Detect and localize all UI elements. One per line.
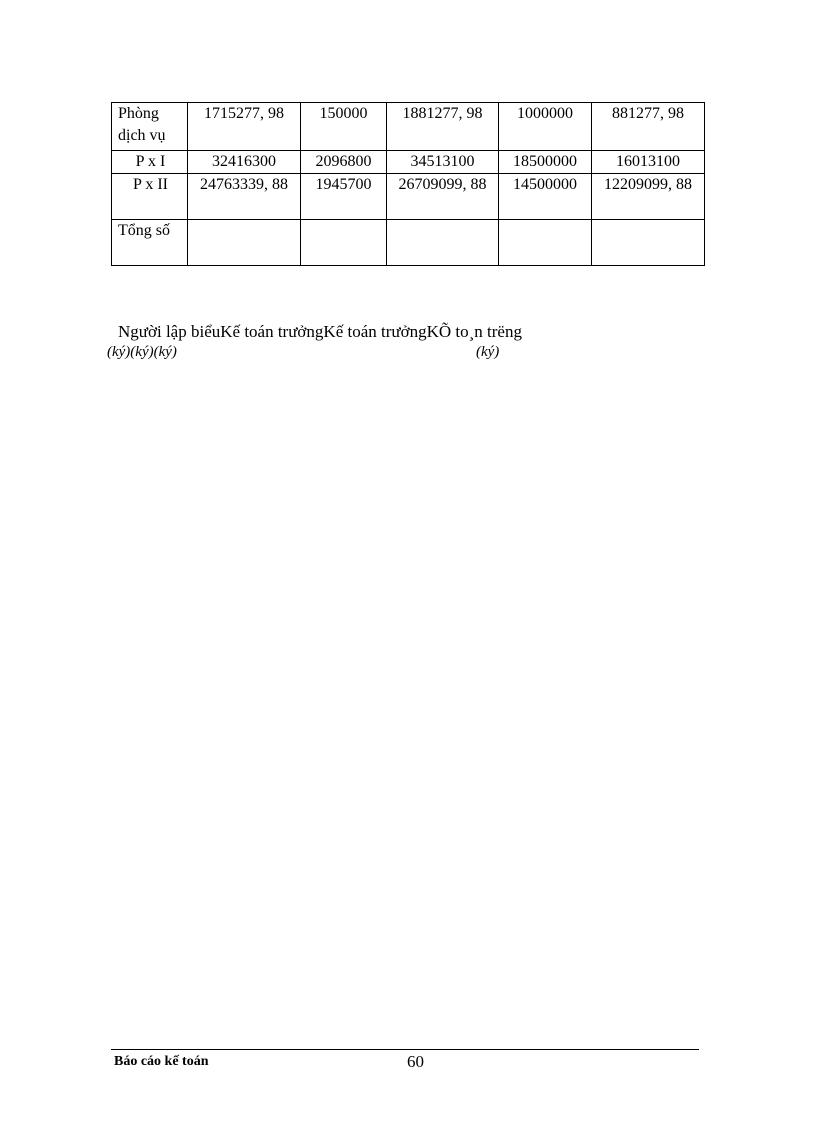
- table-cell: 26709099, 88: [387, 174, 499, 220]
- table-cell: 2096800: [301, 151, 387, 174]
- table-cell: [387, 220, 499, 266]
- row-label: Tổng số: [112, 220, 188, 266]
- table-cell: 18500000: [499, 151, 592, 174]
- table-row: [112, 220, 705, 266]
- footer-divider: [111, 1049, 699, 1050]
- table-cell: 16013100: [592, 151, 705, 174]
- table-cell: 14500000: [499, 174, 592, 220]
- table-cell: 1881277, 98: [387, 103, 499, 151]
- table-cell: 1000000: [499, 103, 592, 151]
- row-label: P x II: [112, 174, 188, 220]
- signature-notes-left: (ký)(ký)(ký): [107, 344, 177, 360]
- table-row: [112, 151, 705, 174]
- table-cell: [188, 220, 301, 266]
- row-label: Phòng dịch vụ: [112, 103, 188, 151]
- table-cell: 12209099, 88: [592, 174, 705, 220]
- table-cell: 24763339, 88: [188, 174, 301, 220]
- table-cell: [499, 220, 592, 266]
- table-cell: [301, 220, 387, 266]
- table-cell: 881277, 98: [592, 103, 705, 151]
- report-table: [111, 102, 705, 266]
- table-row: [112, 174, 705, 220]
- row-label: P x I: [112, 151, 188, 174]
- table-cell: 32416300: [188, 151, 301, 174]
- table-cell: 34513100: [387, 151, 499, 174]
- signature-notes-right: (ký): [476, 344, 500, 360]
- signature-line: Người lập biểuKế toán trưởngKế toán trưởngKÕ to¸n trëng: [118, 322, 522, 341]
- table-cell: 150000: [301, 103, 387, 151]
- footer-title: Báo cáo kế toán: [114, 1054, 209, 1069]
- table-cell: 1715277, 98: [188, 103, 301, 151]
- table-cell: 1945700: [301, 174, 387, 220]
- table-row: [112, 103, 705, 151]
- table-cell: [592, 220, 705, 266]
- page-number: 60: [407, 1052, 424, 1071]
